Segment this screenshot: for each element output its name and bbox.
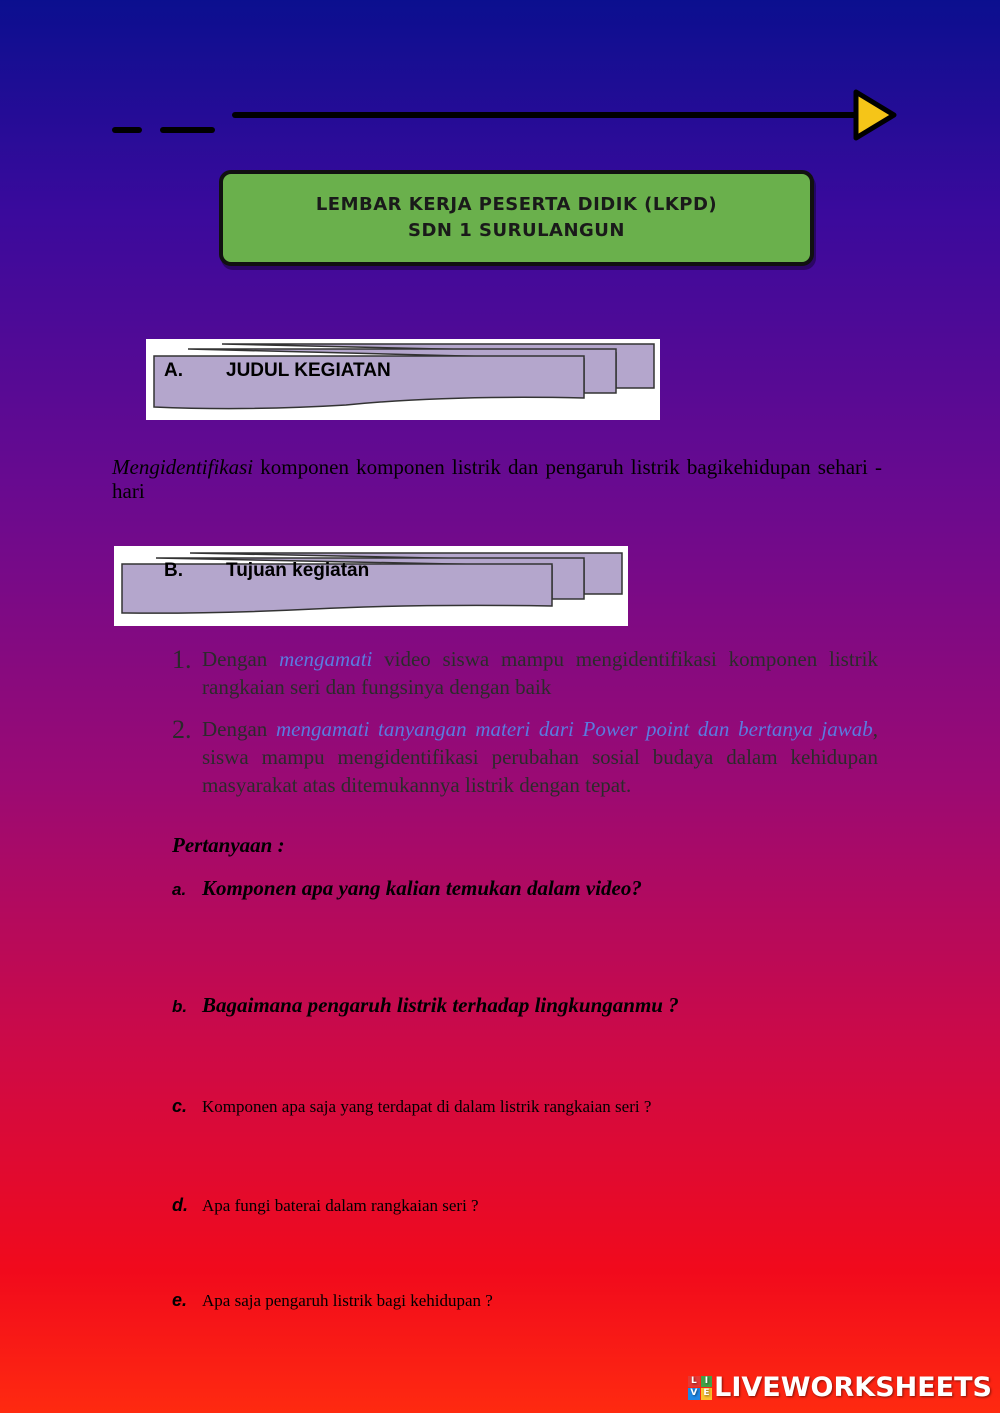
section-b-title: Tujuan kegiatan [226, 560, 370, 581]
question-c [172, 1096, 651, 1117]
activity-text [112, 455, 882, 503]
question-a [172, 876, 642, 901]
goal-pre: Dengan [202, 717, 276, 741]
question-b [172, 993, 679, 1018]
section-a-letter: A. [164, 360, 183, 381]
goal-post: video siswa mampu mengidentifikasi komponen listrik rangkaian seri dan fungsinya dengan baik [202, 647, 878, 699]
logo-letter: E [701, 1388, 713, 1400]
goal-highlight: mengamati [279, 647, 373, 671]
goal-number: 1. [172, 645, 192, 674]
question-text: Komponen apa saja yang terdapat di dalam listrik rangkaian seri ? [202, 1097, 652, 1116]
question-text: Komponen apa yang kalian temukan dalam video? [202, 876, 642, 900]
arrow-line [232, 112, 862, 118]
goals-list [172, 645, 878, 813]
goal-post: , siswa mampu mengidentifikasi perubahan sosial budaya dalam kehidupan masyarakat atas ditemukannya listrik dengan tepat. [202, 717, 879, 797]
question-e [172, 1290, 493, 1311]
title-line-2: SDN 1 SURULANGUN [407, 220, 625, 241]
activity-rest: komponen komponen listrik dan pengaruh listrik bagikehidupan sehari - hari [112, 455, 882, 503]
goal-highlight: mengamati tanyangan materi dari Power point dan bertanya jawab [276, 717, 873, 741]
questions-heading: Pertanyaan : [172, 833, 285, 857]
question-text: Apa fungi baterai dalam rangkaian seri ? [202, 1196, 479, 1215]
question-letter: e. [172, 1290, 188, 1310]
title-box [219, 170, 814, 266]
logo-letter: V [688, 1388, 700, 1400]
activity-verb: Mengidentifikasi [112, 455, 254, 479]
goal-item [172, 715, 878, 799]
section-a-title: JUDUL KEGIATAN [226, 360, 391, 381]
goal-text [202, 715, 878, 799]
question-letter: a. [172, 880, 187, 899]
dash-2 [160, 127, 215, 133]
logo-letter: L [688, 1376, 700, 1388]
title-line-1: LEMBAR KERJA PESERTA DIDIK (LKPD) [315, 194, 718, 215]
liveworksheets-brand[interactable] [688, 1372, 992, 1403]
section-b-letter: B. [164, 560, 183, 581]
arrow-head-icon [852, 88, 900, 142]
brand-text: LIVEWORKSHEETS [714, 1372, 992, 1403]
goal-pre: Dengan [202, 647, 280, 671]
question-d [172, 1195, 479, 1216]
logo-letter: I [701, 1376, 713, 1388]
question-letter: b. [172, 997, 188, 1016]
goal-item [172, 645, 878, 701]
dash-1 [112, 127, 142, 133]
question-letter: c. [172, 1096, 188, 1116]
question-letter: d. [172, 1195, 188, 1215]
section-a-banner [146, 339, 660, 420]
section-b-banner [114, 546, 628, 626]
question-text: Bagaimana pengaruh listrik terhadap lingkunganmu ? [202, 993, 679, 1017]
question-text: Apa saja pengaruh listrik bagi kehidupan ? [202, 1291, 493, 1310]
goal-number: 2. [172, 715, 192, 744]
liveworksheets-logo-icon [688, 1376, 712, 1400]
goal-text [202, 645, 878, 701]
